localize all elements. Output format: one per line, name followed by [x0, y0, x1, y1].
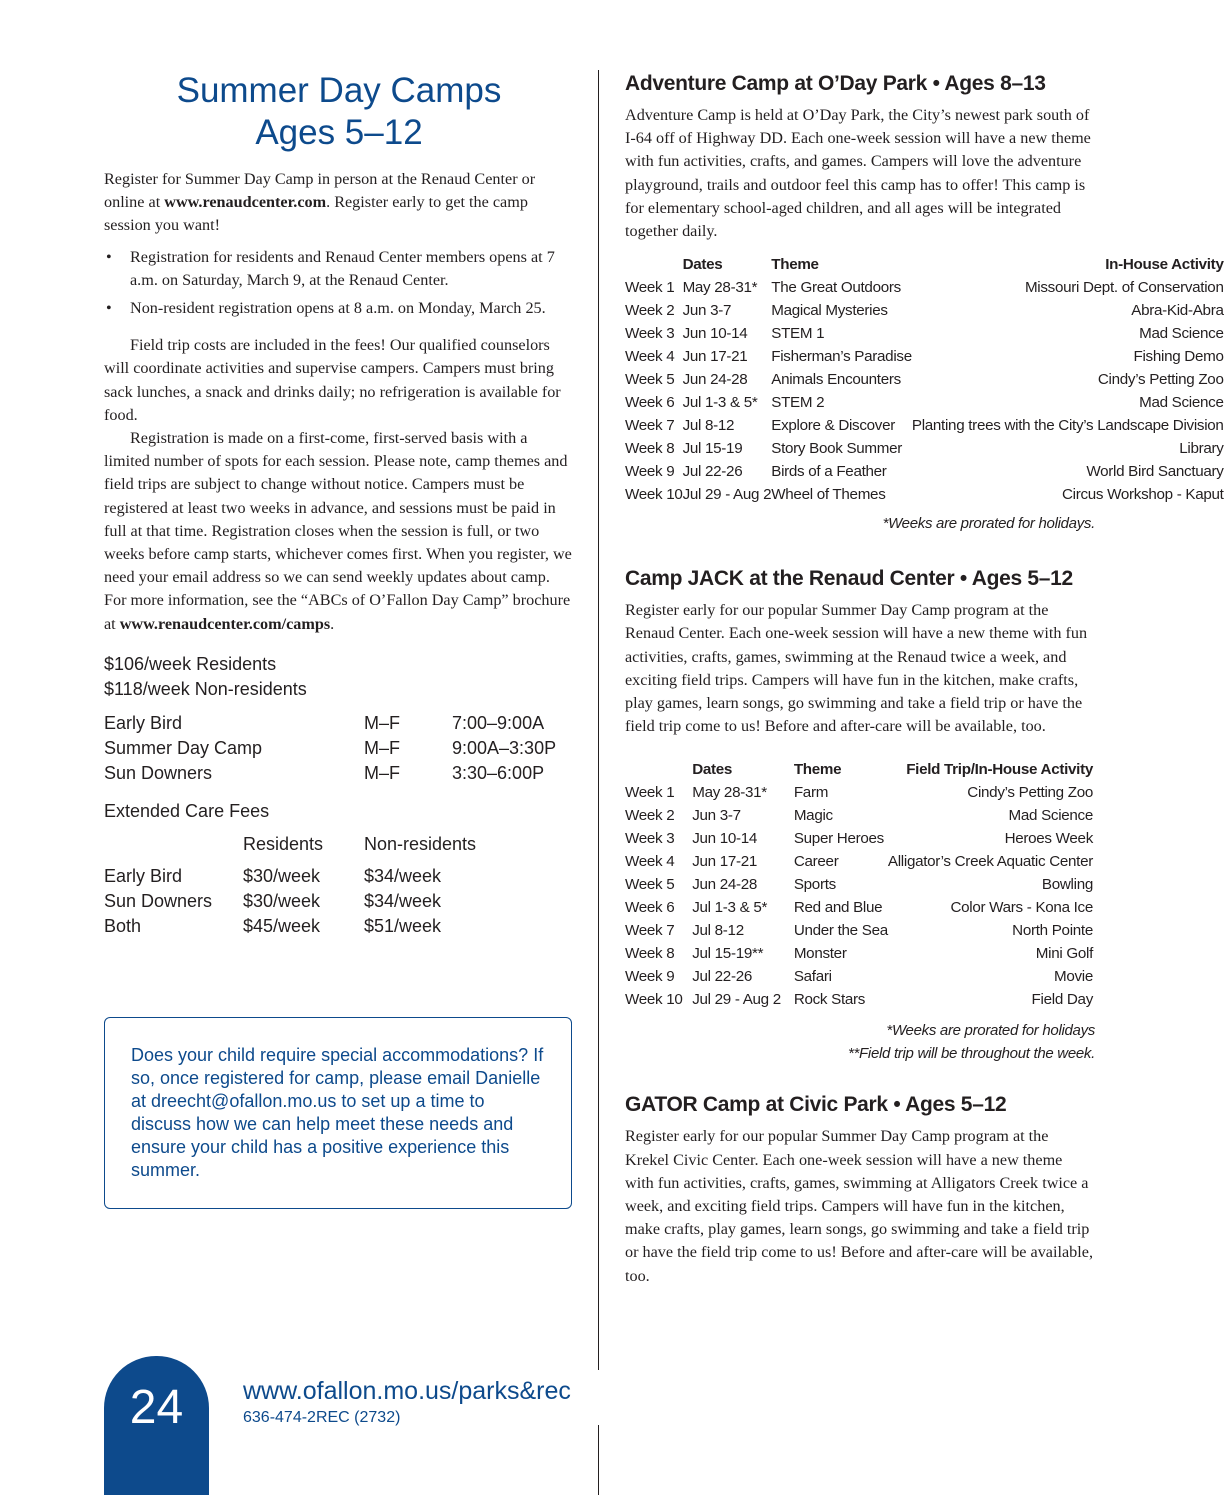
- ext-nonres: $34/week: [364, 865, 442, 886]
- gator-camp-title: GATOR Camp at Civic Park: [625, 1093, 888, 1117]
- table-cell: Week 6: [625, 394, 675, 412]
- table-cell: Week 5: [625, 876, 675, 894]
- table-cell: Explore & Discover: [771, 417, 895, 435]
- price-residents: $106/week Residents: [104, 653, 277, 674]
- schedule-row: [104, 761, 556, 786]
- col-activity: Field Trip/In-House Activity: [906, 761, 1093, 779]
- schedule-name: Summer Day Camp: [104, 737, 263, 758]
- table-cell: Jun 10-14: [692, 830, 758, 848]
- page-number-tab: [104, 1356, 209, 1495]
- table-row: [625, 437, 1224, 460]
- table-cell: Alligator’s Creek Aquatic Center: [887, 853, 1093, 871]
- schedule-time: 7:00–9:00A: [452, 712, 545, 733]
- table-cell: Animals Encounters: [771, 371, 901, 389]
- schedule-days: M–F: [364, 712, 400, 733]
- table-row: [625, 391, 1224, 414]
- table-row: [625, 322, 1224, 345]
- table-cell: Magic: [793, 807, 833, 825]
- table-row: [625, 919, 1093, 942]
- adventure-footnote: *Weeks are prorated for holidays.: [882, 515, 1095, 533]
- table-cell: Abra-Kid-Abra: [1131, 302, 1224, 320]
- accommodations-text-a: Does your child require special accommodations? If so, once registered for camp, please email Danielle at: [131, 1045, 544, 1111]
- table-cell: Jul 15-19**: [692, 945, 764, 963]
- table-cell: May 28-31*: [682, 279, 758, 297]
- table-cell: Bowling: [1041, 876, 1093, 894]
- table-cell: Jul 1-3 & 5*: [682, 394, 758, 412]
- table-cell: Jul 8-12: [692, 922, 744, 940]
- ext-head-nonresidents: Non-residents: [364, 833, 477, 854]
- footer-phone: 636-474-2REC (2732): [243, 1409, 401, 1426]
- schedule-time: 9:00A–3:30P: [452, 737, 557, 758]
- adventure-camp-heading: [625, 70, 1095, 98]
- table-cell: Jun 3-7: [682, 302, 732, 320]
- schedule-row: [104, 736, 556, 761]
- col-theme: Theme: [771, 256, 819, 274]
- table-cell: Red and Blue: [793, 899, 883, 917]
- page-title-line2: Ages 5–12: [255, 113, 423, 152]
- jack-table-header: [625, 758, 1093, 781]
- table-row: [625, 804, 1093, 827]
- jack-camp-heading: [625, 565, 1095, 593]
- table-row: [625, 942, 1093, 965]
- table-row: [625, 988, 1093, 1011]
- table-cell: North Pointe: [1012, 922, 1093, 940]
- extended-care-header: [104, 832, 476, 864]
- table-cell: Color Wars - Kona Ice: [950, 899, 1093, 917]
- table-cell: Week 1: [625, 784, 675, 802]
- table-cell: Cindy’s Petting Zoo: [967, 784, 1093, 802]
- table-cell: Planting trees with the City’s Landscape Division: [911, 417, 1224, 435]
- adventure-camp-title: Adventure Camp at O’Day Park: [625, 72, 928, 95]
- jack-camp-title: Camp JACK at the Renaud Center: [625, 567, 955, 591]
- table-cell: Career: [793, 853, 839, 871]
- table-cell: Jul 22-26: [692, 968, 752, 986]
- extended-care-row: [104, 864, 476, 889]
- table-cell: Jun 17-21: [682, 348, 748, 366]
- table-cell: Mad Science: [1139, 394, 1224, 412]
- table-cell: Week 4: [625, 853, 675, 871]
- price-nonresidents: $118/week Non-residents: [104, 678, 307, 699]
- schedule-name: Early Bird: [104, 712, 183, 733]
- col-activity: In-House Activity: [1105, 256, 1224, 274]
- accommodations-text-b: to set up a time to discuss how we can help meet these needs and ensure your child has a positive experience this summer.: [131, 1091, 514, 1180]
- field-trip-paragraph: Field trip costs are included in the fees! Our qualified counselors will coordinate activities and supervise campers. Campers must bring sack lunches, a snack and drinks daily; no refrigeration is available for food.: [104, 336, 561, 424]
- adventure-table-header: [625, 253, 1224, 276]
- table-cell: Heroes Week: [1004, 830, 1093, 848]
- right-column: [625, 70, 1224, 1288]
- table-cell: Monster: [793, 945, 847, 963]
- table-row: [625, 965, 1093, 988]
- table-cell: Jul 15-19: [682, 440, 743, 458]
- table-cell: Story Book Summer: [771, 440, 903, 458]
- ext-res: $45/week: [243, 915, 321, 936]
- accommodations-text: [131, 1044, 545, 1182]
- table-cell: Week 3: [625, 830, 675, 848]
- table-cell: Mad Science: [1008, 807, 1093, 825]
- table-cell: Farm: [793, 784, 829, 802]
- col-week: [625, 253, 683, 276]
- intro-text: Register for Summer Day Camp in person at the Renaud Center or online at: [104, 170, 536, 212]
- table-row: [625, 345, 1224, 368]
- table-cell: Magical Mysteries: [771, 302, 888, 320]
- schedule-name: Sun Downers: [104, 762, 213, 783]
- page-number: 24: [129, 1381, 184, 1434]
- table-cell: Jul 29 - Aug 2: [682, 486, 772, 504]
- table-row: [625, 368, 1224, 391]
- table-cell: Fishing Demo: [1133, 348, 1224, 366]
- extended-care-row: [104, 914, 476, 939]
- table-cell: Movie: [1053, 968, 1093, 986]
- table-cell: Mad Science: [1139, 325, 1224, 343]
- adventure-camp-table: [625, 253, 1224, 506]
- gator-camp-ages: • Ages 5–12: [887, 1093, 1007, 1117]
- table-cell: Jul 8-12: [682, 417, 735, 435]
- table-cell: World Bird Sanctuary: [1086, 463, 1224, 481]
- column-divider-bottom: [598, 1425, 599, 1495]
- table-cell: May 28-31*: [692, 784, 767, 802]
- table-cell: Week 9: [625, 463, 675, 481]
- table-cell: Super Heroes: [793, 830, 884, 848]
- page-title-line1: Summer Day Camps: [176, 71, 502, 110]
- gator-camp-description: Register early for our popular Summer Day Camp program at the Krekel Civic Center. Each one-week session will have a new theme with fun activities, crafts, games, swimming at Alligators Creek twice a week, and exciting field trips. Campers will have fun in the kitchen, make crafts, play games, learn songs, go swimming and take a field trip or have the field trip come to us! Before and after-care will be available, too.: [625, 1127, 1093, 1285]
- camps-link[interactable]: www.renaudcenter.com/camps: [119, 614, 331, 633]
- table-cell: Field Day: [1031, 991, 1093, 1009]
- table-cell: Birds of a Feather: [771, 463, 887, 481]
- schedule-row: [104, 711, 556, 736]
- table-row: [625, 850, 1093, 873]
- table-cell: Jun 10-14: [682, 325, 748, 343]
- table-cell: Week 7: [625, 922, 675, 940]
- table-cell: Week 9: [625, 968, 675, 986]
- schedule-table: [104, 711, 556, 786]
- page-title: [104, 70, 574, 154]
- jack-camp-table: [625, 758, 1093, 1011]
- col-theme: Theme: [793, 761, 842, 779]
- table-cell: Week 10: [625, 486, 683, 504]
- left-column: [104, 70, 574, 939]
- intro-text-end: . Register early to get the camp session you want!: [104, 193, 528, 235]
- gator-camp-heading: [625, 1091, 1095, 1119]
- table-cell: Week 2: [625, 807, 675, 825]
- accommodations-box: [104, 1017, 572, 1209]
- table-cell: Week 8: [625, 440, 675, 458]
- table-cell: The Great Outdoors: [771, 279, 901, 297]
- table-row: [625, 896, 1093, 919]
- schedule-days: M–F: [364, 762, 400, 783]
- adventure-camp-ages: • Ages 8–13: [927, 72, 1046, 95]
- registration-paragraph: [104, 427, 574, 636]
- extended-care-row: [104, 889, 476, 914]
- table-cell: Week 8: [625, 945, 675, 963]
- ext-name: Early Bird: [104, 865, 183, 886]
- footer-url-link[interactable]: www.ofallon.mo.us/parks&rec: [243, 1377, 571, 1405]
- col-dates: Dates: [692, 761, 733, 779]
- table-cell: Week 7: [625, 417, 675, 435]
- registration-list: [104, 246, 574, 321]
- table-cell: Jul 29 - Aug 2: [692, 991, 781, 1009]
- table-cell: Rock Stars: [793, 991, 866, 1009]
- intro-paragraph: [104, 168, 574, 238]
- table-cell: Week 1: [625, 279, 675, 297]
- table-cell: Sports: [793, 876, 836, 894]
- table-cell: Week 10: [625, 991, 683, 1009]
- bullet-resident-registration: • Registration for residents and Renaud Center members opens at 7 a.m. on Saturday, March 9, at the Renaud Center.: [104, 246, 574, 292]
- ext-name: Sun Downers: [104, 890, 213, 911]
- table-row: [625, 276, 1224, 299]
- table-cell: Safari: [793, 968, 832, 986]
- table-cell: Jun 24-28: [682, 371, 748, 389]
- schedule-days: M–F: [364, 737, 400, 758]
- table-cell: Week 4: [625, 348, 675, 366]
- ext-nonres: $51/week: [364, 915, 442, 936]
- table-cell: Week 6: [625, 899, 675, 917]
- extended-care-title: Extended Care Fees: [104, 800, 270, 821]
- ext-res: $30/week: [243, 890, 321, 911]
- table-row: [625, 299, 1224, 322]
- table-row: [625, 460, 1224, 483]
- table-cell: STEM 1: [771, 325, 825, 343]
- bullet-nonresident-registration: • Non-resident registration opens at 8 a.m. on Monday, March 25.: [104, 297, 574, 320]
- table-cell: STEM 2: [771, 394, 825, 412]
- ext-res: $30/week: [243, 865, 321, 886]
- registration-text: Registration is made on a first-come, first-served basis with a limited number of spots for each session. Please note, camp themes and field trips are subject to change without notice. Campers must be registered at least two weeks in advance, and sessions must be paid in full at that time. Registration closes when the session is full, or two weeks before camp starts, whichever comes first. When you register, we need your email address so we can send weekly updates about camp. For more information, see the “ABCs of O’Fallon Day Camp” brochure at: [104, 429, 572, 633]
- table-row: [625, 414, 1224, 437]
- table-cell: Under the Sea: [793, 922, 888, 940]
- col-week: [625, 758, 692, 781]
- jack-camp-ages: • Ages 5–12: [954, 567, 1073, 591]
- table-row: [625, 781, 1093, 804]
- email-link[interactable]: dreecht@ofallon.mo.us: [151, 1091, 337, 1111]
- table-cell: Missouri Dept. of Conservation: [1024, 279, 1224, 297]
- table-cell: Week 5: [625, 371, 675, 389]
- table-cell: Jun 17-21: [692, 853, 758, 871]
- table-cell: Jul 22-26: [682, 463, 743, 481]
- table-cell: Mini Golf: [1035, 945, 1093, 963]
- jack-camp-description: Register early for our popular Summer Day Camp program at the Renaud Center. Each one-week session will have a new theme with fun activities, crafts, games, swimming at the Renaud twice a week, and exciting field trips. Campers will have fun in the kitchen, make crafts, play games, learn songs, go swimming and take a field trip or have the field trip come to us! Before and after-care will be available, too.: [625, 601, 1088, 736]
- table-cell: Jun 24-28: [692, 876, 758, 894]
- schedule-time: 3:30–6:00P: [452, 762, 545, 783]
- adventure-camp-description: Adventure Camp is held at O’Day Park, the City’s newest park south of I-64 off of Highway DD. Each one-week session will have a new theme with fun activities, crafts, and games. Campers will love the adventure playground, trails and outdoor feel this camp has to offer! This camp is for elementary school-aged children, and all ages will be integrated together daily.: [625, 106, 1091, 241]
- table-cell: Circus Workshop - Kaput: [1061, 486, 1224, 504]
- jack-footnote-1: *Weeks are prorated for holidays: [886, 1022, 1095, 1040]
- extended-care-table: [104, 832, 476, 939]
- table-cell: Week 3: [625, 325, 675, 343]
- column-divider: [598, 70, 599, 1370]
- table-cell: Library: [1179, 440, 1224, 458]
- table-row: [625, 873, 1093, 896]
- renaud-link[interactable]: www.renaudcenter.com: [164, 193, 327, 212]
- ext-nonres: $34/week: [364, 890, 442, 911]
- table-cell: Cindy’s Petting Zoo: [1097, 371, 1224, 389]
- ext-head-residents: Residents: [243, 833, 324, 854]
- table-cell: Jul 1-3 & 5*: [692, 899, 768, 917]
- table-cell: Week 2: [625, 302, 675, 320]
- col-dates: Dates: [682, 256, 723, 274]
- ext-name: Both: [104, 915, 142, 936]
- table-cell: Wheel of Themes: [771, 486, 886, 504]
- table-cell: Jun 3-7: [692, 807, 741, 825]
- table-cell: Fisherman’s Paradise: [771, 348, 912, 366]
- table-row: [625, 483, 1224, 506]
- registration-text-end: .: [330, 614, 335, 633]
- jack-footnote-2: **Field trip will be throughout the week.: [847, 1045, 1095, 1063]
- table-row: [625, 827, 1093, 850]
